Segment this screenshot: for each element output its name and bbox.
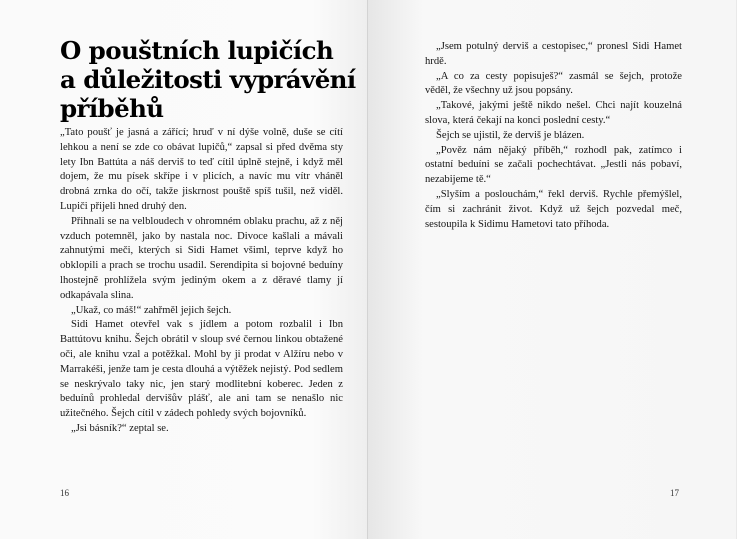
paragraph: „Slyším a poslouchám,“ řekl derviš. Rychle přemýšlel, čím si zachránit život. Když už šejch pozvedal meč, sestoupila k Sidimu Hametovi tato příhoda. xyxy=(425,188,682,230)
paragraph: „A co za cesty popisuješ?“ zasmál se šejch, protože věděl, že všechny už jsou popsány. xyxy=(425,70,682,97)
page-number-left: 16 xyxy=(60,488,69,498)
paragraph: Přihnali se na velbloudech v ohromném oblaku prachu, až z něj vzduch potemněl, jako by nastala noc. Divoce kašlali a mávali zahnutými meči, kterých si Sidi Hamet všiml, teprve když ho obklopili a prach se trochu usadil. Serendipita si bojovné beduíny lhostejně prohlížela svým jediným okem a z děravé tlamy jí odkapávala slina. xyxy=(60,215,343,301)
paragraph: Šejch se ujistil, že derviš je blázen. xyxy=(436,129,585,141)
left-page xyxy=(0,0,368,539)
page-number-right: 17 xyxy=(670,488,679,498)
paragraph: „Tato poušť je jasná a zářící; hruď v ní dýše volně, duše se cítí lehkou a není se zde co obávat lupičů,“ zapsal si před dvěma sty lety Ibn Battúta a náš derviš to teď cítil úplně stejně, i když měl dojem, že mu písek skřípe i v plicích, a navíc mu vítr vháněl drobná zrnka do očí, takže jiskrnost pouště spíš tušil, než viděl. Lupiči přijeli hned druhý den. xyxy=(60,127,343,212)
chapter-title-line: a důležitosti vyprávění xyxy=(60,65,356,94)
left-body-text xyxy=(60,126,343,437)
chapter-title xyxy=(60,36,356,123)
paragraph: „Jsi básník?“ zeptal se. xyxy=(71,422,169,434)
paragraph: „Pověz nám nějaký příběh,“ rozhodl pak, zatímco i ostatní beduíni se začali pochechtávat. „Jestli nás pobaví, nezabijeme tě.“ xyxy=(425,144,682,186)
chapter-title-line: příběhů xyxy=(60,94,164,123)
paragraph: „Ukaž, co máš!“ zahřměl jejich šejch. xyxy=(71,304,232,316)
chapter-title-line: O pouštních lupičích xyxy=(60,36,334,65)
paragraph: „Takové, jakými ještě nikdo nešel. Chci najít kouzelná slova, která čekají na konci poslední cesty.“ xyxy=(425,100,682,126)
paragraph: „Jsem potulný derviš a cestopisec,“ pronesl Sidi Hamet hrdě. xyxy=(425,41,682,67)
paragraph: Sidi Hamet otevřel vak s jídlem a potom rozbalil i Ibn Battútovu knihu. Šejch obrátil v sloup své černou linkou obtažené oči, ale knihu vzal a potěžkal. Mohl by ji prodat v Alžíru nebo v Marrakéši, jenže tam je cesta dlouhá a výtěžek nejistý. Pod sedlem se neskrývalo taky nic, jen starý modlitební koberec. Jeden z beduínů prohledal dervišův plášť, ale ani tam se nenašlo nic užitečného. Šejch cítil v zádech pohledy svých bojovníků. xyxy=(60,319,343,420)
right-body-text xyxy=(425,40,682,232)
